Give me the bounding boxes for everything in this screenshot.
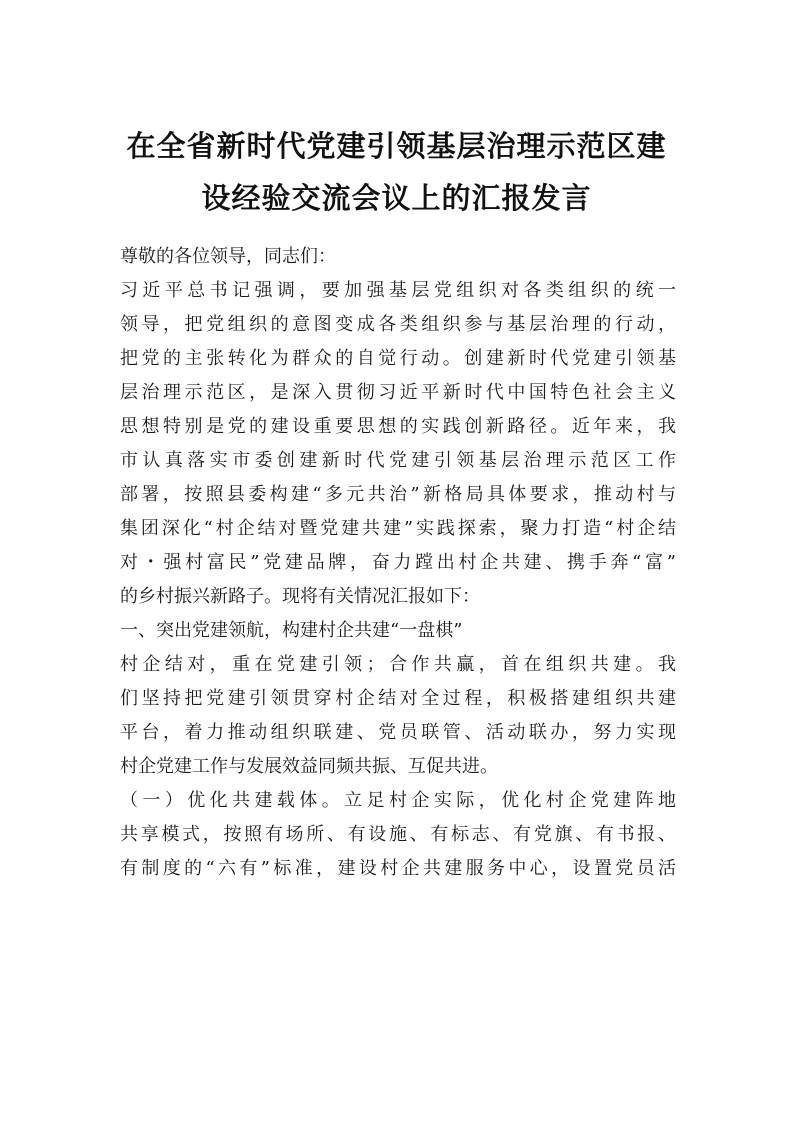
body-line: （一）优化共建载体。立足村企实际，优化村企党建阵地 [120,790,676,811]
document-title [118,120,675,224]
body-line: 村企党建工作与发展效益同频共振、互促共进。 [120,756,498,777]
title-line: 在全省新时代党建引领基层治理示范区建 [126,129,667,163]
title-line: 设经验交流会议上的汇报发言 [201,181,592,215]
body-line: 领导，把党组织的意图变成各类组织参与基层治理的行动， [120,314,676,335]
document-body [120,240,676,886]
body-line: 市认真落实市委创建新时代党建引领基层治理示范区工作 [120,450,676,471]
body-line: 共享模式，按照有场所、有设施、有标志、有党旗、有书报、 [120,824,676,845]
body-line: 平台，着力推动组织联建、党员联管、活动联办，努力实现 [120,722,676,743]
body-line: 层治理示范区，是深入贯彻习近平新时代中国特色社会主义 [120,382,676,403]
body-line: 有制度的“六有”标准，建设村企共建服务中心，设置党员活 [120,858,676,879]
body-line: 对・强村富民”党建品牌，奋力蹚出村企共建、携手奔“富” [120,552,676,573]
salutation: 尊敬的各位领导，同志们： [120,246,336,267]
body-line: 部署，按照县委构建“多元共治”新格局具体要求，推动村与 [120,484,676,505]
body-line: 的乡村振兴新路子。现将有关情况汇报如下： [120,586,480,607]
body-line: 们坚持把党建引领贯穿村企结对全过程，积极搭建组织共建 [120,688,676,709]
body-line: 集团深化“村企结对暨党建共建”实践探索，聚力打造“村企结 [120,518,676,539]
body-line: 把党的主张转化为群众的自觉行动。创建新时代党建引领基 [120,348,676,369]
section-heading: 一、突出党建领航，构建村企共建“一盘棋” [120,620,463,641]
body-line: 思想特别是党的建设重要思想的实践创新路径。近年来，我 [120,416,676,437]
body-line: 村企结对，重在党建引领；合作共赢，首在组织共建。我 [120,654,676,675]
body-line: 习近平总书记强调，要加强基层党组织对各类组织的统一 [120,280,676,301]
